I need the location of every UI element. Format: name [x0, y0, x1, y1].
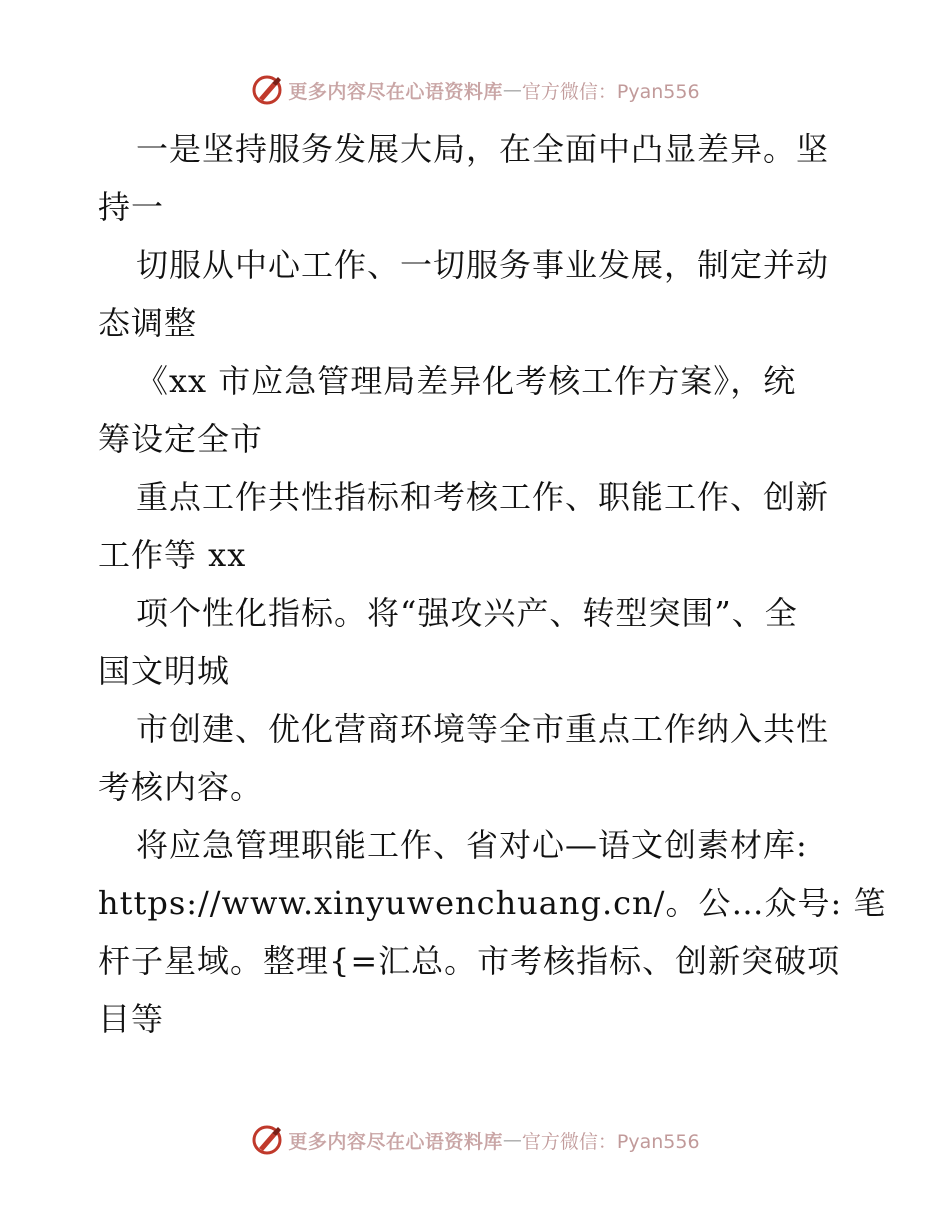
- paragraph-line: 《xx 市应急管理局差异化考核工作方案》，统: [136, 362, 797, 400]
- paragraph-line: 一是坚持服务发展大局，在全面中凸显差异。坚: [136, 130, 830, 168]
- paragraph-line: 市创建、优化营商环境等全市重点工作纳入共性: [136, 710, 830, 748]
- footer-brand-text: 更多内容尽在心语资料库: [288, 1130, 503, 1153]
- footer-banner: [0, 1118, 950, 1162]
- header-banner: [0, 68, 950, 112]
- footer-wechat-text: 官方微信：Pyan556: [521, 1130, 700, 1153]
- header-separator: —: [502, 79, 522, 101]
- pen-circle-logo-icon: [250, 1123, 284, 1157]
- paragraph-line: 国文明城: [98, 652, 231, 690]
- paragraph-line: 工作等 xx: [98, 536, 247, 574]
- footer-separator: —: [502, 1129, 522, 1151]
- paragraph-line: 切服从中心工作、一切服务事业发展，制定并动: [136, 246, 830, 284]
- paragraph-line: 目等: [98, 1000, 165, 1038]
- paragraph-line: 态调整: [98, 304, 198, 342]
- pen-circle-logo-icon: [250, 73, 284, 107]
- paragraph-line: 项个性化指标。将“强攻兴产、转型突围”、全: [136, 594, 798, 632]
- paragraph-line: https://www.xinyuwenchuang.cn/。公…众号: 笔: [98, 884, 887, 922]
- paragraph-line: 筹设定全市: [98, 420, 264, 458]
- paragraph-line: 持一: [98, 188, 165, 226]
- paragraph-line: 将应急管理职能工作、省对心—语文创素材库:: [136, 826, 808, 864]
- paragraph-line: 重点工作共性指标和考核工作、职能工作、创新: [136, 478, 830, 516]
- paragraph-line: 杆子星域。整理{=汇总。市考核指标、创新突破项: [98, 942, 841, 980]
- paragraph-line: 考核内容。: [98, 768, 264, 806]
- header-wechat-text: 官方微信：Pyan556: [521, 80, 700, 103]
- document-body: [98, 120, 887, 1048]
- header-brand-text: 更多内容尽在心语资料库: [288, 80, 503, 103]
